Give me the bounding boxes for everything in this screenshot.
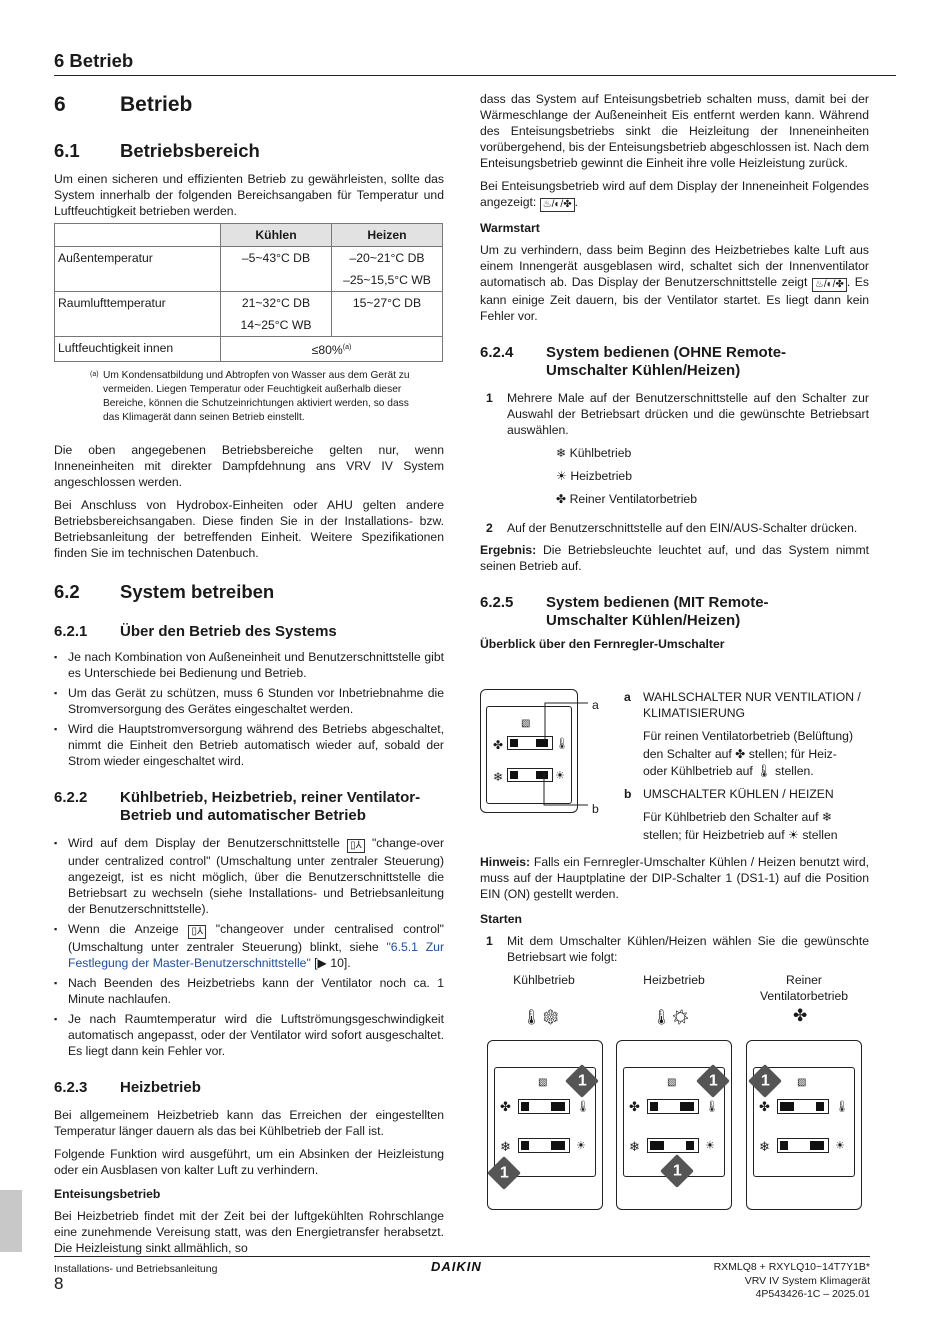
panel-label-icon: ▧ (521, 718, 531, 729)
heading-6: 6 Betrieb (54, 93, 193, 116)
paragraph: Die oben angegebenen Betriebsbereiche gelten nur, wenn Inneneinheiten mit direkter Dampfdehnung ans VRV IV System angeschlossen werden. (54, 443, 444, 490)
list-item: ▪ Je nach Raumtemperatur wird die Luftströmungsgeschwindigkeit automatisch angepasst, oder der Ventilator wird sofort ausgeschaltet. Es liegt dann kein Fehler vor. (54, 1011, 444, 1059)
snowflake-icon: ❄ (556, 446, 567, 460)
mode-label-cool: Kühlbetrieb (513, 973, 575, 987)
list-item: ❄ Kühlbetrieb (556, 446, 632, 460)
thermometer-icon: 🌡 (576, 1101, 590, 1113)
heading-6-1: 6.1 Betriebsbereich (54, 140, 260, 161)
callout-lines (480, 689, 605, 814)
numbered-step: 2 Auf der Benutzerschnittstelle auf den EIN/AUS-Schalter drücken. (486, 521, 858, 535)
right-column-lower (480, 854, 869, 965)
snowflake-icon: ❄ (821, 810, 833, 824)
callout-a-text: WAHLSCHALTER NUR VENTILATION / KLIMATISIERUNG Für reinen Ventilatorbetrieb (Belüftung) den Schalter auf ✤ stellen; für Heiz- oder Kühlbetrieb auf 🌡 stellen. (643, 690, 861, 778)
heading-6-2-1: 6.2.1 Über den Betrieb des Systems (54, 623, 337, 641)
snowflake-icon: ❄ (500, 1139, 511, 1154)
thermometer-icon: 🌡 (835, 1101, 849, 1113)
paragraph: Bei Heizbetrieb findet mit der Zeit bei der luftgekühlten Rohrschlange eine zunehmende Vereisung statt, was den Energietransfer herabsetzt. Die Heizleistung sinkt allmählich, so (54, 1209, 444, 1256)
callout-b-text: UMSCHALTER KÜHLEN / HEIZEN Für Kühlbetrieb den Schalter auf ❄ stellen; für Heizbetrieb auf ☀ stellen (643, 787, 838, 842)
paragraph: Bei allgemeinem Heizbetrieb kann das Erreichen der eingestellten Temperatur länger dauern als das bei Kühlbetrieb der Fall ist. (54, 1108, 444, 1139)
heading-6-2: 6.2 System betreiben (54, 581, 275, 603)
panel-label-icon: ▧ (797, 1077, 807, 1088)
ventilation-selector-switch[interactable] (777, 1099, 829, 1114)
switch-panel-fan (746, 1040, 862, 1210)
paragraph: Bei Enteisungsbetrieb wird auf dem Display der Inneneinheit Folgendes angezeigt: ♨/◐/✤ . (480, 179, 869, 210)
sun-icon: ☀ (787, 827, 799, 842)
step-badge: 1 (696, 1064, 730, 1098)
cool-heat-selector-switch[interactable] (518, 1138, 570, 1153)
table-row-label: Luftfeuchtigkeit innen (55, 337, 221, 362)
sun-icon: ☀ (576, 1140, 586, 1152)
step-badge: 1 (487, 1156, 521, 1190)
paragraph: Um zu verhindern, dass beim Beginn des Heizbetriebes kalte Luft aus einem Innengerät ausgeblasen wird, schaltet sich der Innenventilator automatisch ab. Das Display der Benutzerschnittstelle zeigt ♨/◐/✤ . Es kann einige Zeit dauern, bis der Ventilator startet. Es liegt dann kein Fehler vor. (480, 243, 869, 323)
snowflake-icon: ❄ (759, 1139, 770, 1154)
table-cell: –5~43°C DB (221, 247, 332, 292)
paragraph: Bei Anschluss von Hydrobox-Einheiten oder AHU gelten andere Betriebsbereichsangaben. Diese finden Sie in der Installations- bzw. Betriebsanleitung der betreffenden Einheit. Weitere Spezifikationen finden Sie im technischen Datenbuch. (54, 498, 444, 561)
footer-model-info: RXMLQ8 + RXYLQ10~14T7Y1B* VRV IV System Klimagerät 4P543426-1C – 2025.01 (713, 1261, 870, 1300)
table-cell: 21~32°C DB 14~25°C WB (221, 292, 332, 337)
paragraph: dass das System auf Enteisungsbetrieb schalten muss, damit bei der Wärmeschlange der Außeneinheit Eis entfernt werden kann. Während des Enteisungsbetriebs sinkt die Heizleitung der Inneneinheiten vorübergehend, bis der Enteisungsbetrieb abgeschlossen ist. Nach dem Enteisungsbetrieb gewinnt die Einheit ihre volle Heizleistung zurück. (480, 92, 869, 170)
page-number: 8 (54, 1274, 64, 1293)
thermometer-icon: 🌡 (756, 764, 772, 778)
thermometer-sun-icon: 🌡☀ (652, 1009, 691, 1026)
ventilation-selector-switch[interactable] (647, 1099, 699, 1114)
fan-icon: ✤ (629, 1099, 640, 1114)
footer-rule (54, 1256, 870, 1257)
fan-icon: ✤ (759, 1099, 770, 1114)
switch-panel-heat (616, 1040, 732, 1210)
ventilation-selector-switch[interactable] (518, 1099, 570, 1114)
panel-label-icon: ▧ (667, 1077, 677, 1088)
fan-icon: ✤ (735, 746, 746, 761)
sun-icon: ☀ (555, 770, 565, 782)
heading-6-2-5: 6.2.5 System bedienen (MIT Remote- Umschalter Kühlen/Heizen) (480, 594, 769, 629)
callout-a: a (592, 698, 599, 712)
mode-label-fan: Reiner Ventilatorbetrieb (759, 973, 849, 1003)
step-badge: 1 (565, 1064, 599, 1098)
fan-icon: ✤ (793, 1006, 808, 1025)
cross-reference-link[interactable]: "6.5.1 Zur Festlegung der Master-Benutzerschnittstelle" (68, 940, 444, 971)
sun-icon: ☀ (705, 1140, 715, 1152)
list-item: ▪ Wenn die Anzeige ▯⅄ "changeover under centralised control" (Umschaltung unter zentraler Steuerung) blinkt, siehe "6.5.1 Zur Festlegung der Master-Benutzerschnittstelle" [▶ 10]. (54, 921, 444, 971)
step-badge: 1 (748, 1064, 782, 1098)
paragraph: Folgende Funktion wird ausgeführt, um ein Absinken der Heizleistung oder ein Ausblasen von kalter Luft zu verhindern. (54, 1147, 444, 1178)
note-paragraph: Hinweis: Falls ein Fernregler-Umschalter Kühlen / Heizen benutzt wird, muss auf der Hauptplatine der DIP-Schalter 1 (DS1-1) auf die Position EIN (ON) gestellt werden. (480, 855, 869, 901)
cool-heat-selector-switch[interactable] (647, 1138, 699, 1153)
thermometer-icon: 🌡 (555, 738, 569, 750)
table-cell: ≤80%$^{(a)}$ (221, 337, 443, 362)
fan-icon: ✤ (493, 738, 504, 752)
fan-icon: ✤ (556, 492, 567, 506)
fan-icon: ✤ (500, 1099, 511, 1114)
table-row-label: Raumlufttemperatur (55, 292, 221, 337)
step-badge: 1 (660, 1154, 694, 1188)
paragraph: Um einen sicheren und effizienten Betrieb zu gewährleisten, sollte das System innerhalb der folgenden Bereichsangaben für Temperatur und Luftfeuchtigkeit betrieben werden. (54, 172, 444, 218)
remote-switch-overview: ▧ ✤ 🌡 ❄ ☀ a b a WAHLSCHALTER NUR VENTILATION / KLIMATISIERUNG Für reinen Ventilatorbetrieb (Belüftung) den Schalter auf ✤ stellen; für Heiz- oder Kühlbetrieb auf 🌡 stellen. b UMSCHALTER KÜHLEN / HEIZEN Für Kühlbetrieb den Schalter auf ❄ stellen; für Heizbetrieb auf ☀ stellen (480, 689, 860, 839)
chapter-tab (0, 1190, 22, 1252)
numbered-step: 1 Mehrere Male auf der Benutzerschnittstelle auf den Schalter zur Auswahl der Betriebsart drücken und die gewünschte Betriebsart auswählen. (486, 391, 869, 437)
mode-label-heat: Heizbetrieb (643, 973, 705, 987)
sun-icon: ☀ (835, 1140, 845, 1152)
snowflake-icon: ❄ (629, 1139, 640, 1154)
list-item: ▪ Nach Beenden des Heizbetriebs kann der Ventilator noch ca. 1 Minute nachlaufen. (54, 975, 444, 1007)
thermometer-icon: 🌡 (705, 1101, 719, 1113)
panel-label-icon: ▧ (538, 1077, 548, 1088)
list-item: ▪ Je nach Kombination von Außeneinheit und Benutzerschnittstelle gibt es Unterschiede bei Bedienung und Betrieb. (54, 649, 444, 681)
list-item: ▪ Wird die Hauptstromversorgung während des Betriebs abgeschaltet, nimmt die Einheit den Betrieb automatisch wieder auf, sobald der Strom wieder eingeschaltet wird. (54, 721, 444, 769)
header-rule (54, 75, 896, 76)
running-header: 6 Betrieb (54, 50, 134, 71)
list-item: ✤ Reiner Ventilatorbetrieb (556, 492, 697, 506)
list-item: ▪ Um das Gerät zu schützen, muss 6 Stunden vor Inbetriebnahme die Stromversorgung des Gerätes eingeschaltet werden. (54, 685, 444, 717)
table-cell: –20~21°C DB –25~15,5°C WB (332, 247, 443, 292)
bullet-list (54, 835, 444, 1059)
defrost-display-icon: ♨/◐/✤ (540, 198, 575, 212)
centralized-control-icon: ▯⅄ (347, 839, 365, 853)
subheading: Warmstart (480, 221, 540, 235)
daikin-logo: DAIKIN (431, 1259, 482, 1274)
snowflake-icon: ❄ (493, 770, 504, 784)
switch-panel-cool (487, 1040, 603, 1210)
warmstart-display-icon: ♨/◐/✤ (812, 278, 847, 292)
mode-list (556, 445, 869, 514)
list-item: ☀ Heizbetrieb (556, 469, 632, 483)
heading-6-2-4: 6.2.4 System bedienen (OHNE Remote- Umschalter Kühlen/Heizen) (480, 344, 787, 379)
footer-doc-title: Installations- und Betriebsanleitung (54, 1263, 218, 1275)
result-paragraph: Ergebnis: Die Betriebsleuchte leuchtet auf, und das System nimmt seinen Betrieb auf. (480, 543, 870, 573)
operating-range-table (54, 223, 443, 362)
sun-icon: ☀ (556, 469, 567, 483)
heading-6-2-2: 6.2.2 Kühlbetrieb, Heizbetrieb, reiner Ventilator- Betrieb und automatischer Betrieb (54, 789, 421, 825)
thermometer-snowflake-icon: 🌡❄ (522, 1009, 561, 1026)
cool-heat-selector-switch[interactable] (777, 1138, 829, 1153)
bullet-list (54, 649, 444, 769)
table-row-label: Außentemperatur (55, 247, 221, 292)
subheading: Enteisungsbetrieb (54, 1187, 161, 1202)
numbered-step: 1 Mit dem Umschalter Kühlen/Heizen wählen Sie die gewünschte Betriebsart wie folgt: (486, 934, 869, 964)
heading-6-2-3: 6.2.3 Heizbetrieb (54, 1079, 201, 1097)
table-cell: 15~27°C DB (332, 292, 443, 337)
list-item: ▪ Wird auf dem Display der Benutzerschnittstelle ▯⅄ "change-over under centralized control" (Umschaltung unter zentraler Steuerung) angezeigt, ist es nicht möglich, über die Benutzerschnittstelle die Betriebsart zu wechseln (siehe Installations- und Betriebsanleitung der Benutzerschnittstelle). (54, 835, 444, 917)
table-header: Heizen (332, 224, 443, 247)
right-column (480, 91, 869, 652)
subheading: Starten (480, 912, 522, 926)
table-footnote: (a) Um Kondensatbildung und Abtropfen von Wasser aus dem Gerät zu vermeiden. Liegen Temperatur oder Feuchtigkeit außerhalb dieser Bereiche, können die Schutzeinrichtungen aktiviert werden, so dass das Klimagerät dann seinen Betrieb einstellt. (90, 370, 410, 424)
left-column (54, 92, 444, 1256)
centralized-control-icon: ▯⅄ (188, 925, 206, 939)
subheading: Überblick über den Fernregler-Umschalter (480, 637, 725, 651)
callout-b: b (592, 802, 599, 816)
table-header: Kühlen (221, 224, 332, 247)
